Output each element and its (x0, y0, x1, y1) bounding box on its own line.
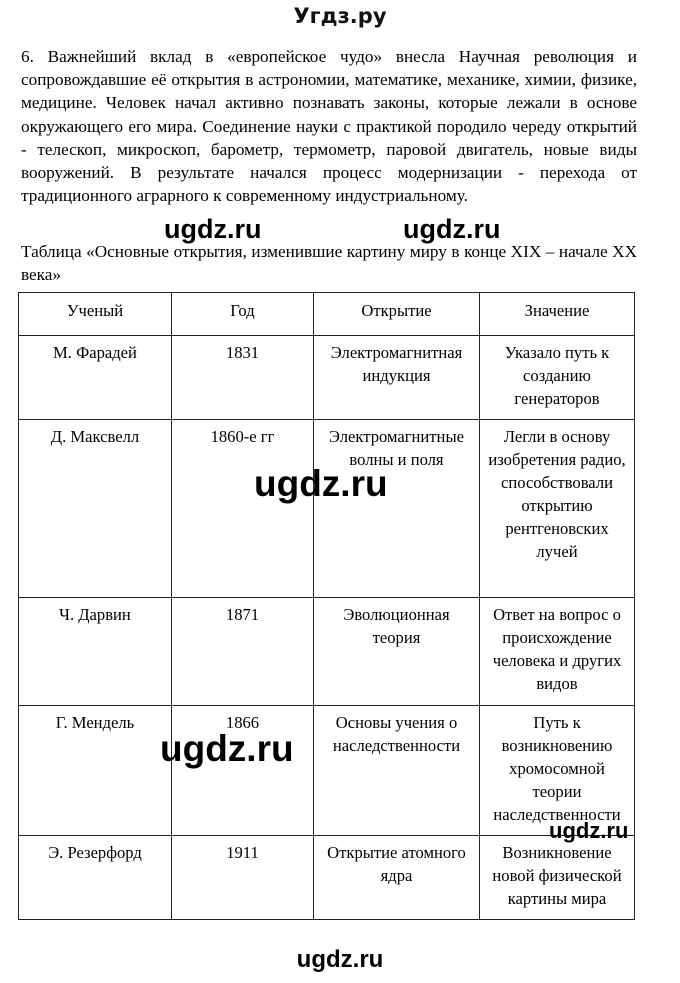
watermark: ugdz.ru (164, 214, 262, 244)
header-discovery: Открытие (314, 293, 480, 336)
header-year: Год (172, 293, 314, 336)
watermark: ugdz.ru (254, 463, 388, 504)
cell-scientist: Г. Мендель (19, 706, 172, 836)
cell-scientist: Д. Максвелл (19, 420, 172, 598)
cell-year: 1866 (172, 706, 314, 836)
table-row (19, 706, 635, 836)
cell-discovery: Электромагнитные волны и поля (314, 420, 480, 598)
discoveries-table (18, 292, 635, 920)
cell-discovery: Эволюционная теория (314, 598, 480, 706)
answer-paragraph: 6. Важнейший вклад в «европейское чудо» внесла Научная революция и сопровождавшие её открытия в астрономии, математике, механике, химии, физике, медицине. Человек начал активно познавать законы, которые лежали в основе окружающего его мира. Соединение науки с практикой породило череду открытий - телескоп, микроскоп, барометр, термометр, паровой двигатель, новые виды вооружений. В результате начался процесс модернизации - перехода от традиционного аграрного к современному индустриальному. (21, 47, 637, 206)
cell-discovery: Электромагнитная индукция (314, 336, 480, 420)
cell-discovery: Основы учения о наследственности (314, 706, 480, 836)
table-row (19, 836, 635, 920)
table-row (19, 336, 635, 420)
table-header-row (19, 293, 635, 336)
watermark: ugdz.ru (549, 818, 629, 843)
watermark-footer: ugdz.ru (296, 946, 384, 973)
cell-significance: Путь к возникновению хромосомной теории наследственности (480, 706, 635, 836)
cell-year: 1860-е гг (172, 420, 314, 598)
cell-significance: Ответ на вопрос о происхождение человека и других видов (480, 598, 635, 706)
header-significance: Значение (480, 293, 635, 336)
table-row (19, 420, 635, 598)
cell-year: 1871 (172, 598, 314, 706)
cell-year: 1831 (172, 336, 314, 420)
cell-year: 1911 (172, 836, 314, 920)
cell-significance: Возникновение новой физической картины мира (480, 836, 635, 920)
cell-significance: Указало путь к созданию генераторов (480, 336, 635, 420)
cell-discovery: Открытие атомного ядра (314, 836, 480, 920)
table-caption: Таблица «Основные открытия, изменившие картину миру в конце XIX – начале XX века» (21, 242, 637, 285)
header-scientist: Ученый (19, 293, 172, 336)
table-row (19, 598, 635, 706)
cell-scientist: М. Фарадей (19, 336, 172, 420)
watermark: ugdz.ru (403, 214, 501, 244)
site-title: Угдз.ру (293, 4, 387, 28)
cell-scientist: Ч. Дарвин (19, 598, 172, 706)
cell-scientist: Э. Резерфорд (19, 836, 172, 920)
watermark: ugdz.ru (160, 728, 294, 769)
cell-significance: Легли в основу изобретения радио, способствовали открытию рентгеновских лучей (480, 420, 635, 598)
